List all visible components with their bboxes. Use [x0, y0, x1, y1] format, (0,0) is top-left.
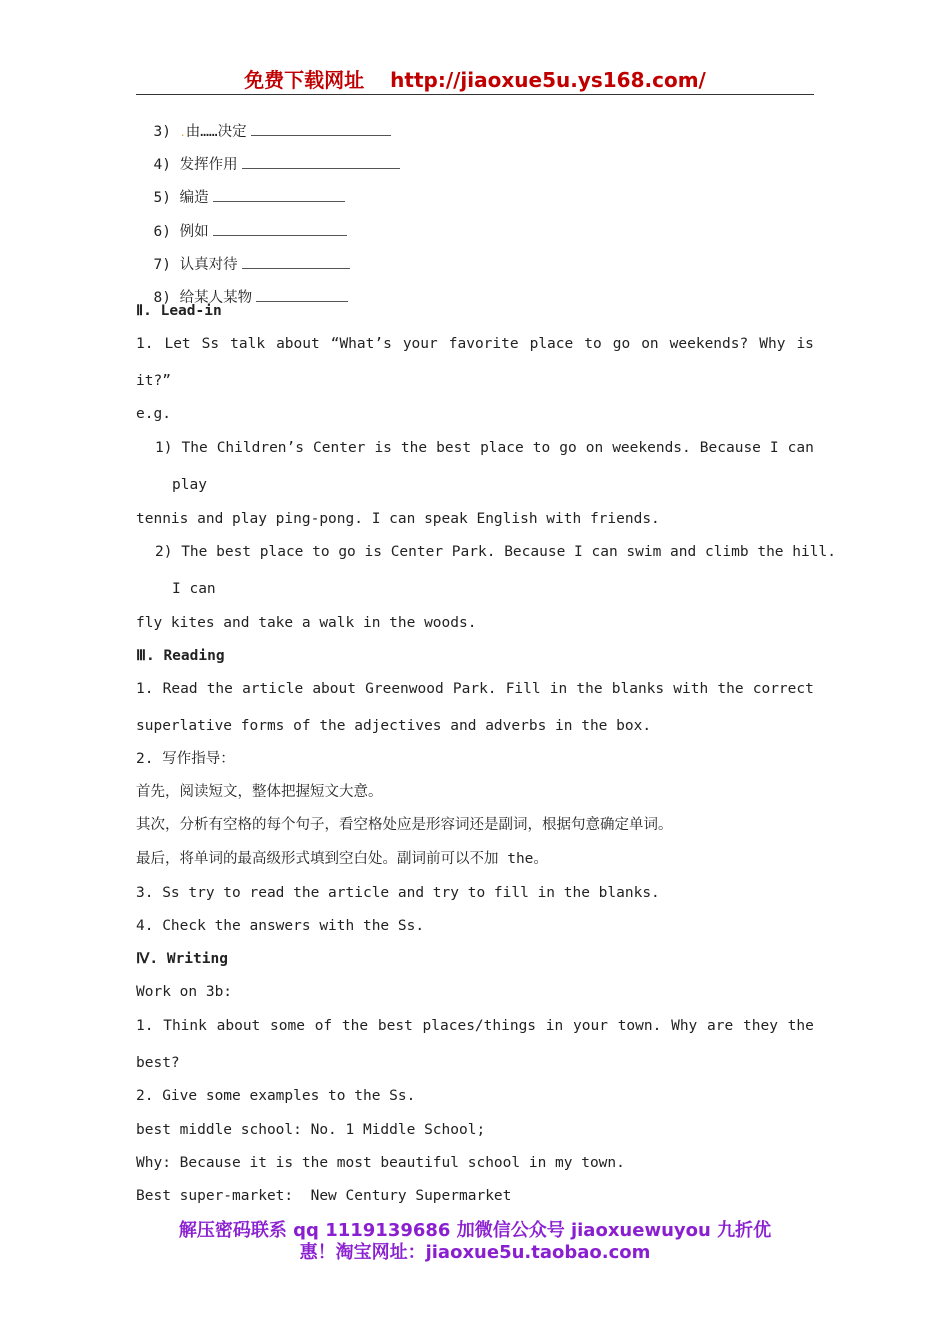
vocab-item-4: 4) 发挥作用: [136, 134, 400, 175]
section-heading-reading: Ⅲ. Reading: [136, 648, 225, 664]
reading-2a: 首先，阅读短文，整体把握短文大意。: [136, 784, 383, 800]
example-1-line3: tennis and play ping-pong. I can speak English with friends.: [136, 511, 660, 527]
footer-line1: 解压密码联系 qq 1119139686 加微信公众号 jiaoxuewuyou 九折优: [178, 1220, 772, 1241]
writing-1-line2: best?: [136, 1055, 180, 1071]
answer-blank[interactable]: [256, 287, 348, 302]
reading-2: 2. 写作指导：: [136, 751, 235, 767]
vocab-item-3: 3) .由……决定: [136, 101, 391, 144]
vocab-item-5: 5) 编造: [136, 167, 345, 208]
reading-2b: 其次，分析有空格的每个句子，看空格处应是形容词还是副词，根据句意确定单词。: [136, 817, 673, 833]
page-header: [136, 66, 814, 95]
example-2-line2: I can: [172, 581, 216, 597]
example-2-line1: 2) The best place to go is Center Park. Because I can swim and climb the hill.: [155, 544, 836, 560]
footer-line2: 惠！淘宝网址：jiaoxue5u.taobao.com: [299, 1242, 651, 1263]
writing-0: Work on 3b:: [136, 984, 233, 1000]
reading-1-line1: 1. Read the article about Greenwood Park. Fill in the blanks with the correct: [136, 681, 814, 697]
lead-in-eg: e.g.: [136, 406, 171, 422]
vocab-item-7: 7) 认真对待: [136, 234, 350, 275]
writing-5: Best super-market: New Century Supermarket: [136, 1188, 512, 1204]
answer-blank[interactable]: [213, 187, 345, 202]
example-1-line1: 1) The Children’s Center is the best place to go on weekends. Because I can: [155, 440, 814, 456]
reading-3: 3. Ss try to read the article and try to fill in the blanks.: [136, 885, 660, 901]
vocab-item-8: 8) 给某人某物: [136, 267, 348, 308]
writing-3: best middle school: No. 1 Middle School;: [136, 1122, 486, 1138]
vocab-item-6: 6) 例如: [136, 201, 347, 242]
writing-1-line1: 1. Think about some of the best places/things in your town. Why are they the: [136, 1018, 814, 1034]
reading-1-line2: superlative forms of the adjectives and adverbs in the box.: [136, 718, 652, 734]
header-url[interactable]: http://jiaoxue5u.ys168.com/: [390, 68, 706, 92]
lead-in-q1-line2: it?”: [136, 373, 171, 389]
example-1-line2: play: [172, 477, 207, 493]
section-heading-lead-in: Ⅱ. Lead-in: [136, 303, 222, 319]
writing-4: Why: Because it is the most beautiful school in my town.: [136, 1155, 625, 1171]
reading-4: 4. Check the answers with the Ss.: [136, 918, 425, 934]
writing-2: 2. Give some examples to the Ss.: [136, 1088, 416, 1104]
header-title: 免费下载网址: [244, 68, 365, 92]
reading-2c: 最后，将单词的最高级形式填到空白处。副词前可以不加 the。: [136, 851, 548, 867]
lead-in-q1-line1: 1. Let Ss talk about “What’s your favorite place to go on weekends? Why is: [136, 336, 814, 352]
example-2-line3: fly kites and take a walk in the woods.: [136, 615, 477, 631]
section-heading-writing: Ⅳ. Writing: [136, 951, 228, 967]
